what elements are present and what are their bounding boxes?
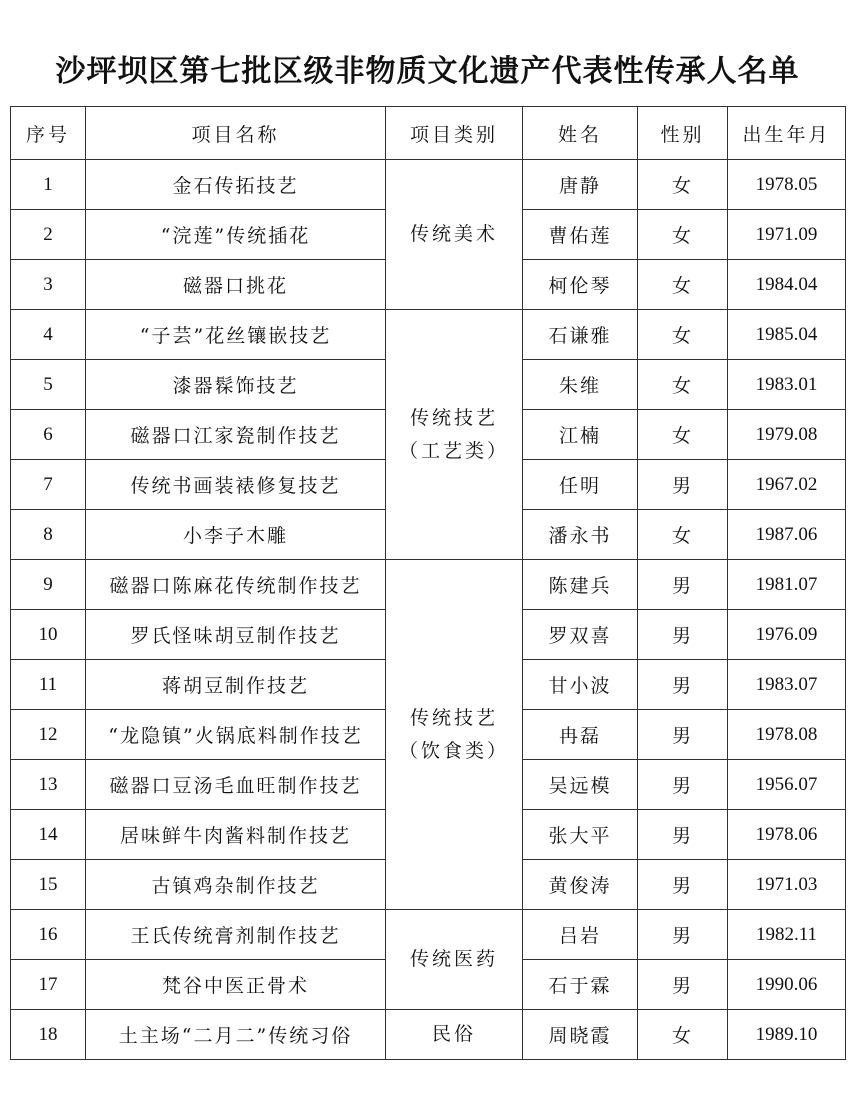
header-birth-date: 出生年月 [728, 107, 846, 160]
inheritor-name-cell: 吕岩 [523, 910, 638, 960]
project-name-cell: 小李子木雕 [86, 510, 386, 560]
inheritor-name-cell: 唐静 [523, 160, 638, 210]
gender-cell: 男 [638, 810, 728, 860]
category-label: 民俗 [431, 1023, 476, 1045]
project-name-cell: 金石传拓技艺 [86, 160, 386, 210]
category-cell [386, 160, 523, 310]
inheritor-name-cell: 吴远模 [523, 760, 638, 810]
birth-date-cell: 1983.07 [728, 660, 846, 710]
inheritor-name-cell: 石谦雅 [523, 310, 638, 360]
gender-cell: 女 [638, 1010, 728, 1060]
project-name-cell: 罗氏怪味胡豆制作技艺 [86, 610, 386, 660]
header-gender: 性别 [638, 107, 728, 160]
gender-cell: 女 [638, 260, 728, 310]
birth-date-cell: 1976.09 [728, 610, 846, 660]
birth-date-cell: 1983.01 [728, 360, 846, 410]
category-cell [386, 910, 523, 1010]
table-row [11, 310, 846, 360]
project-name-cell: 梵谷中医正骨术 [86, 960, 386, 1010]
project-name-cell: 磁器口挑花 [86, 260, 386, 310]
serial-number-cell: 4 [11, 310, 86, 360]
category-cell [386, 560, 523, 910]
gender-cell: 女 [638, 510, 728, 560]
birth-date-cell: 1978.05 [728, 160, 846, 210]
serial-number-cell: 6 [11, 410, 86, 460]
category-subtype-label: （饮食类） [398, 739, 509, 762]
birth-date-cell: 1956.07 [728, 760, 846, 810]
gender-cell: 女 [638, 160, 728, 210]
serial-number-cell: 9 [11, 560, 86, 610]
inheritor-name-cell: 柯伦琴 [523, 260, 638, 310]
project-name-cell: 土主场“二月二”传统习俗 [86, 1010, 386, 1060]
serial-number-cell: 14 [11, 810, 86, 860]
inheritor-name-cell: 石于霖 [523, 960, 638, 1010]
serial-number-cell: 7 [11, 460, 86, 510]
serial-number-cell: 17 [11, 960, 86, 1010]
birth-date-cell: 1990.06 [728, 960, 846, 1010]
birth-date-cell: 1971.09 [728, 210, 846, 260]
category-subtype-label: （工艺类） [398, 439, 509, 462]
birth-date-cell: 1982.11 [728, 910, 846, 960]
inheritor-name-cell: 张大平 [523, 810, 638, 860]
project-name-cell: 磁器口陈麻花传统制作技艺 [86, 560, 386, 610]
serial-number-cell: 12 [11, 710, 86, 760]
birth-date-cell: 1987.06 [728, 510, 846, 560]
birth-date-cell: 1967.02 [728, 460, 846, 510]
project-name-cell: 磁器口豆汤毛血旺制作技艺 [86, 760, 386, 810]
serial-number-cell: 10 [11, 610, 86, 660]
gender-cell: 女 [638, 410, 728, 460]
serial-number-cell: 13 [11, 760, 86, 810]
serial-number-cell: 15 [11, 860, 86, 910]
project-name-cell: 传统书画装裱修复技艺 [86, 460, 386, 510]
birth-date-cell: 1989.10 [728, 1010, 846, 1060]
gender-cell: 女 [638, 360, 728, 410]
inheritor-table [10, 106, 846, 1060]
serial-number-cell: 2 [11, 210, 86, 260]
category-cell [386, 1010, 523, 1060]
gender-cell: 女 [638, 310, 728, 360]
table-row [11, 1010, 846, 1060]
project-name-cell: 磁器口江家瓷制作技艺 [86, 410, 386, 460]
inheritor-name-cell: 罗双喜 [523, 610, 638, 660]
table-row [11, 910, 846, 960]
category-label: 传统美术 [409, 223, 498, 245]
serial-number-cell: 18 [11, 1010, 86, 1060]
inheritor-name-cell: 甘小波 [523, 660, 638, 710]
serial-number-cell: 11 [11, 660, 86, 710]
gender-cell: 男 [638, 610, 728, 660]
project-name-cell: 蒋胡豆制作技艺 [86, 660, 386, 710]
gender-cell: 男 [638, 710, 728, 760]
serial-number-cell: 3 [11, 260, 86, 310]
serial-number-cell: 1 [11, 160, 86, 210]
project-name-cell: “子芸”花丝镶嵌技艺 [86, 310, 386, 360]
gender-cell: 男 [638, 560, 728, 610]
gender-cell: 男 [638, 460, 728, 510]
document-title: 沙坪坝区第七批区级非物质文化遗产代表性传承人名单 [55, 54, 800, 89]
birth-date-cell: 1979.08 [728, 410, 846, 460]
serial-number-cell: 5 [11, 360, 86, 410]
inheritor-name-cell: 冉磊 [523, 710, 638, 760]
gender-cell: 男 [638, 860, 728, 910]
project-name-cell: 居味鲜牛肉酱料制作技艺 [86, 810, 386, 860]
serial-number-cell: 8 [11, 510, 86, 560]
birth-date-cell: 1978.08 [728, 710, 846, 760]
header-serial-number: 序号 [11, 107, 86, 160]
inheritor-name-cell: 曹佑莲 [523, 210, 638, 260]
inheritor-name-cell: 江楠 [523, 410, 638, 460]
header-name: 姓名 [523, 107, 638, 160]
birth-date-cell: 1981.07 [728, 560, 846, 610]
header-project-name: 项目名称 [86, 107, 386, 160]
table-row [11, 160, 846, 210]
inheritor-name-cell: 任明 [523, 460, 638, 510]
inheritor-name-cell: 朱维 [523, 360, 638, 410]
birth-date-cell: 1984.04 [728, 260, 846, 310]
inheritor-name-cell: 周晓霞 [523, 1010, 638, 1060]
gender-cell: 女 [638, 210, 728, 260]
project-name-cell: “浣莲”传统插花 [86, 210, 386, 260]
birth-date-cell: 1985.04 [728, 310, 846, 360]
project-name-cell: 漆器髹饰技艺 [86, 360, 386, 410]
category-cell [386, 310, 523, 560]
inheritor-name-cell: 潘永书 [523, 510, 638, 560]
birth-date-cell: 1971.03 [728, 860, 846, 910]
gender-cell: 男 [638, 660, 728, 710]
serial-number-cell: 16 [11, 910, 86, 960]
gender-cell: 男 [638, 910, 728, 960]
table-header-row [11, 107, 846, 160]
gender-cell: 男 [638, 960, 728, 1010]
project-name-cell: 王氏传统膏剂制作技艺 [86, 910, 386, 960]
table-row [11, 560, 846, 610]
category-label: 传统医药 [409, 948, 498, 970]
gender-cell: 男 [638, 760, 728, 810]
category-label: 传统技艺 [409, 406, 498, 429]
birth-date-cell: 1978.06 [728, 810, 846, 860]
header-project-category: 项目类别 [386, 107, 523, 160]
project-name-cell: 古镇鸡杂制作技艺 [86, 860, 386, 910]
project-name-cell: “龙隐镇”火锅底料制作技艺 [86, 710, 386, 760]
inheritor-name-cell: 黄俊涛 [523, 860, 638, 910]
category-label: 传统技艺 [409, 706, 498, 729]
inheritor-name-cell: 陈建兵 [523, 560, 638, 610]
